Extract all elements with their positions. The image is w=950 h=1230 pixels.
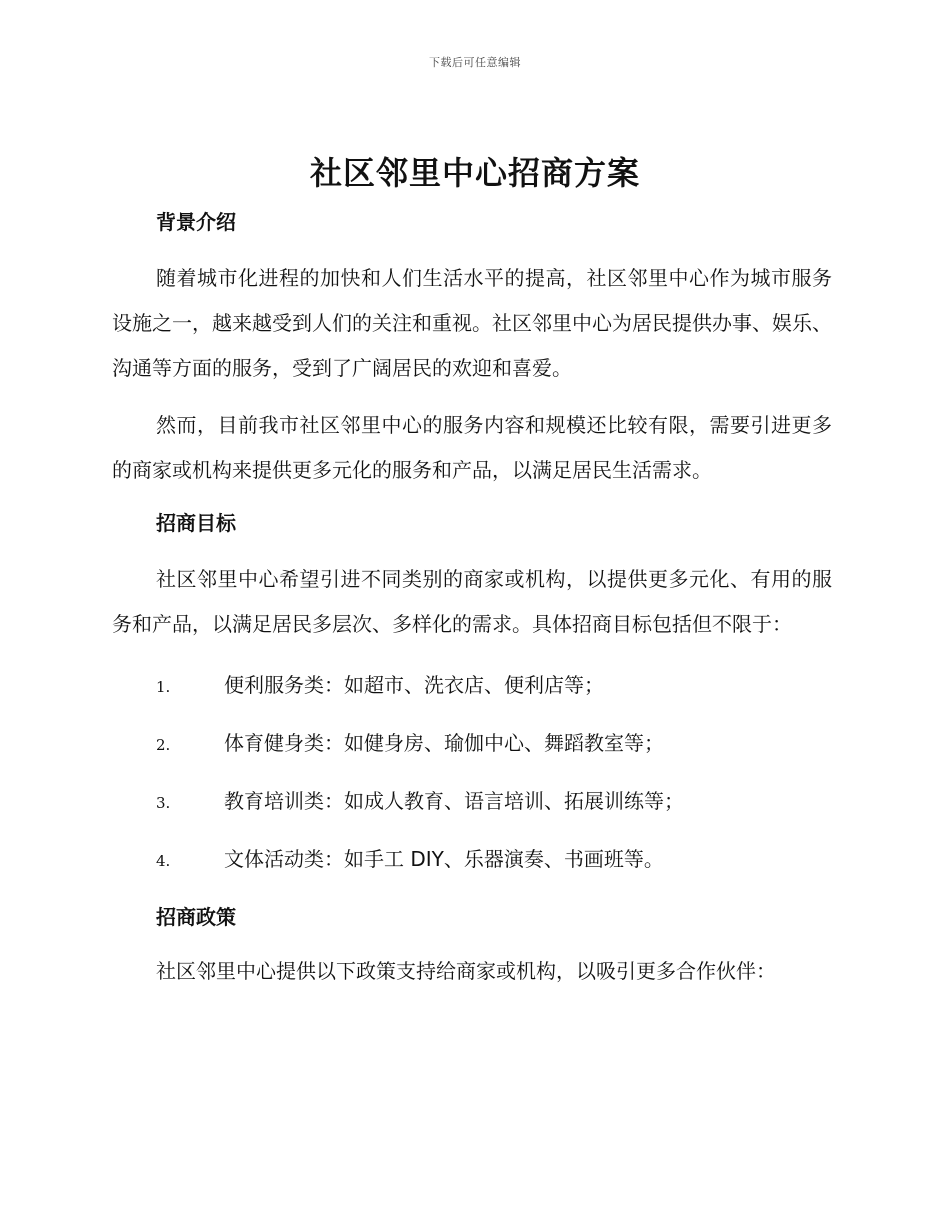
list-number: 1.	[156, 678, 171, 696]
list-number: 4.	[156, 852, 171, 870]
list-text: 文体活动类：如手工 DIY、乐器演奏、书画班等。	[224, 847, 664, 871]
list-number: 3.	[156, 794, 171, 812]
list-item	[112, 785, 832, 843]
paragraph: 随着城市化进程的加快和人们生活水平的提高，社区邻里中心作为城市服务设施之一，越来越受到人们的关注和重视。社区邻里中心为居民提供办事、娱乐、沟通等方面的服务，受到了广阔居民的欢迎和喜爱。	[112, 266, 832, 380]
list-item	[112, 843, 832, 901]
section-heading-goals: 招商目标	[156, 511, 236, 535]
list-text: 便利服务类：如超市、洗衣店、便利店等；	[224, 673, 604, 697]
section-heading-policy: 招商政策	[156, 905, 236, 929]
goals-list	[112, 669, 832, 901]
paragraph: 社区邻里中心提供以下政策支持给商家或机构，以吸引更多合作伙伴：	[156, 959, 776, 983]
list-text: 体育健身类：如健身房、瑜伽中心、舞蹈教室等；	[224, 731, 664, 755]
list-text: 教育培训类：如成人教育、语言培训、拓展训练等；	[224, 789, 684, 813]
list-item	[112, 727, 832, 785]
list-number: 2.	[156, 736, 171, 754]
paragraph: 社区邻里中心希望引进不同类别的商家或机构，以提供更多元化、有用的服务和产品，以满足居民多层次、多样化的需求。具体招商目标包括但不限于：	[112, 567, 832, 636]
section-heading-background: 背景介绍	[156, 210, 236, 234]
running-header: 下载后可任意编辑	[429, 56, 521, 69]
document-body	[112, 206, 832, 994]
paragraph: 然而，目前我市社区邻里中心的服务内容和规模还比较有限，需要引进更多的商家或机构来提供更多元化的服务和产品，以满足居民生活需求。	[112, 413, 832, 482]
list-item	[112, 669, 832, 727]
document-title: 社区邻里中心招商方案	[309, 154, 640, 192]
